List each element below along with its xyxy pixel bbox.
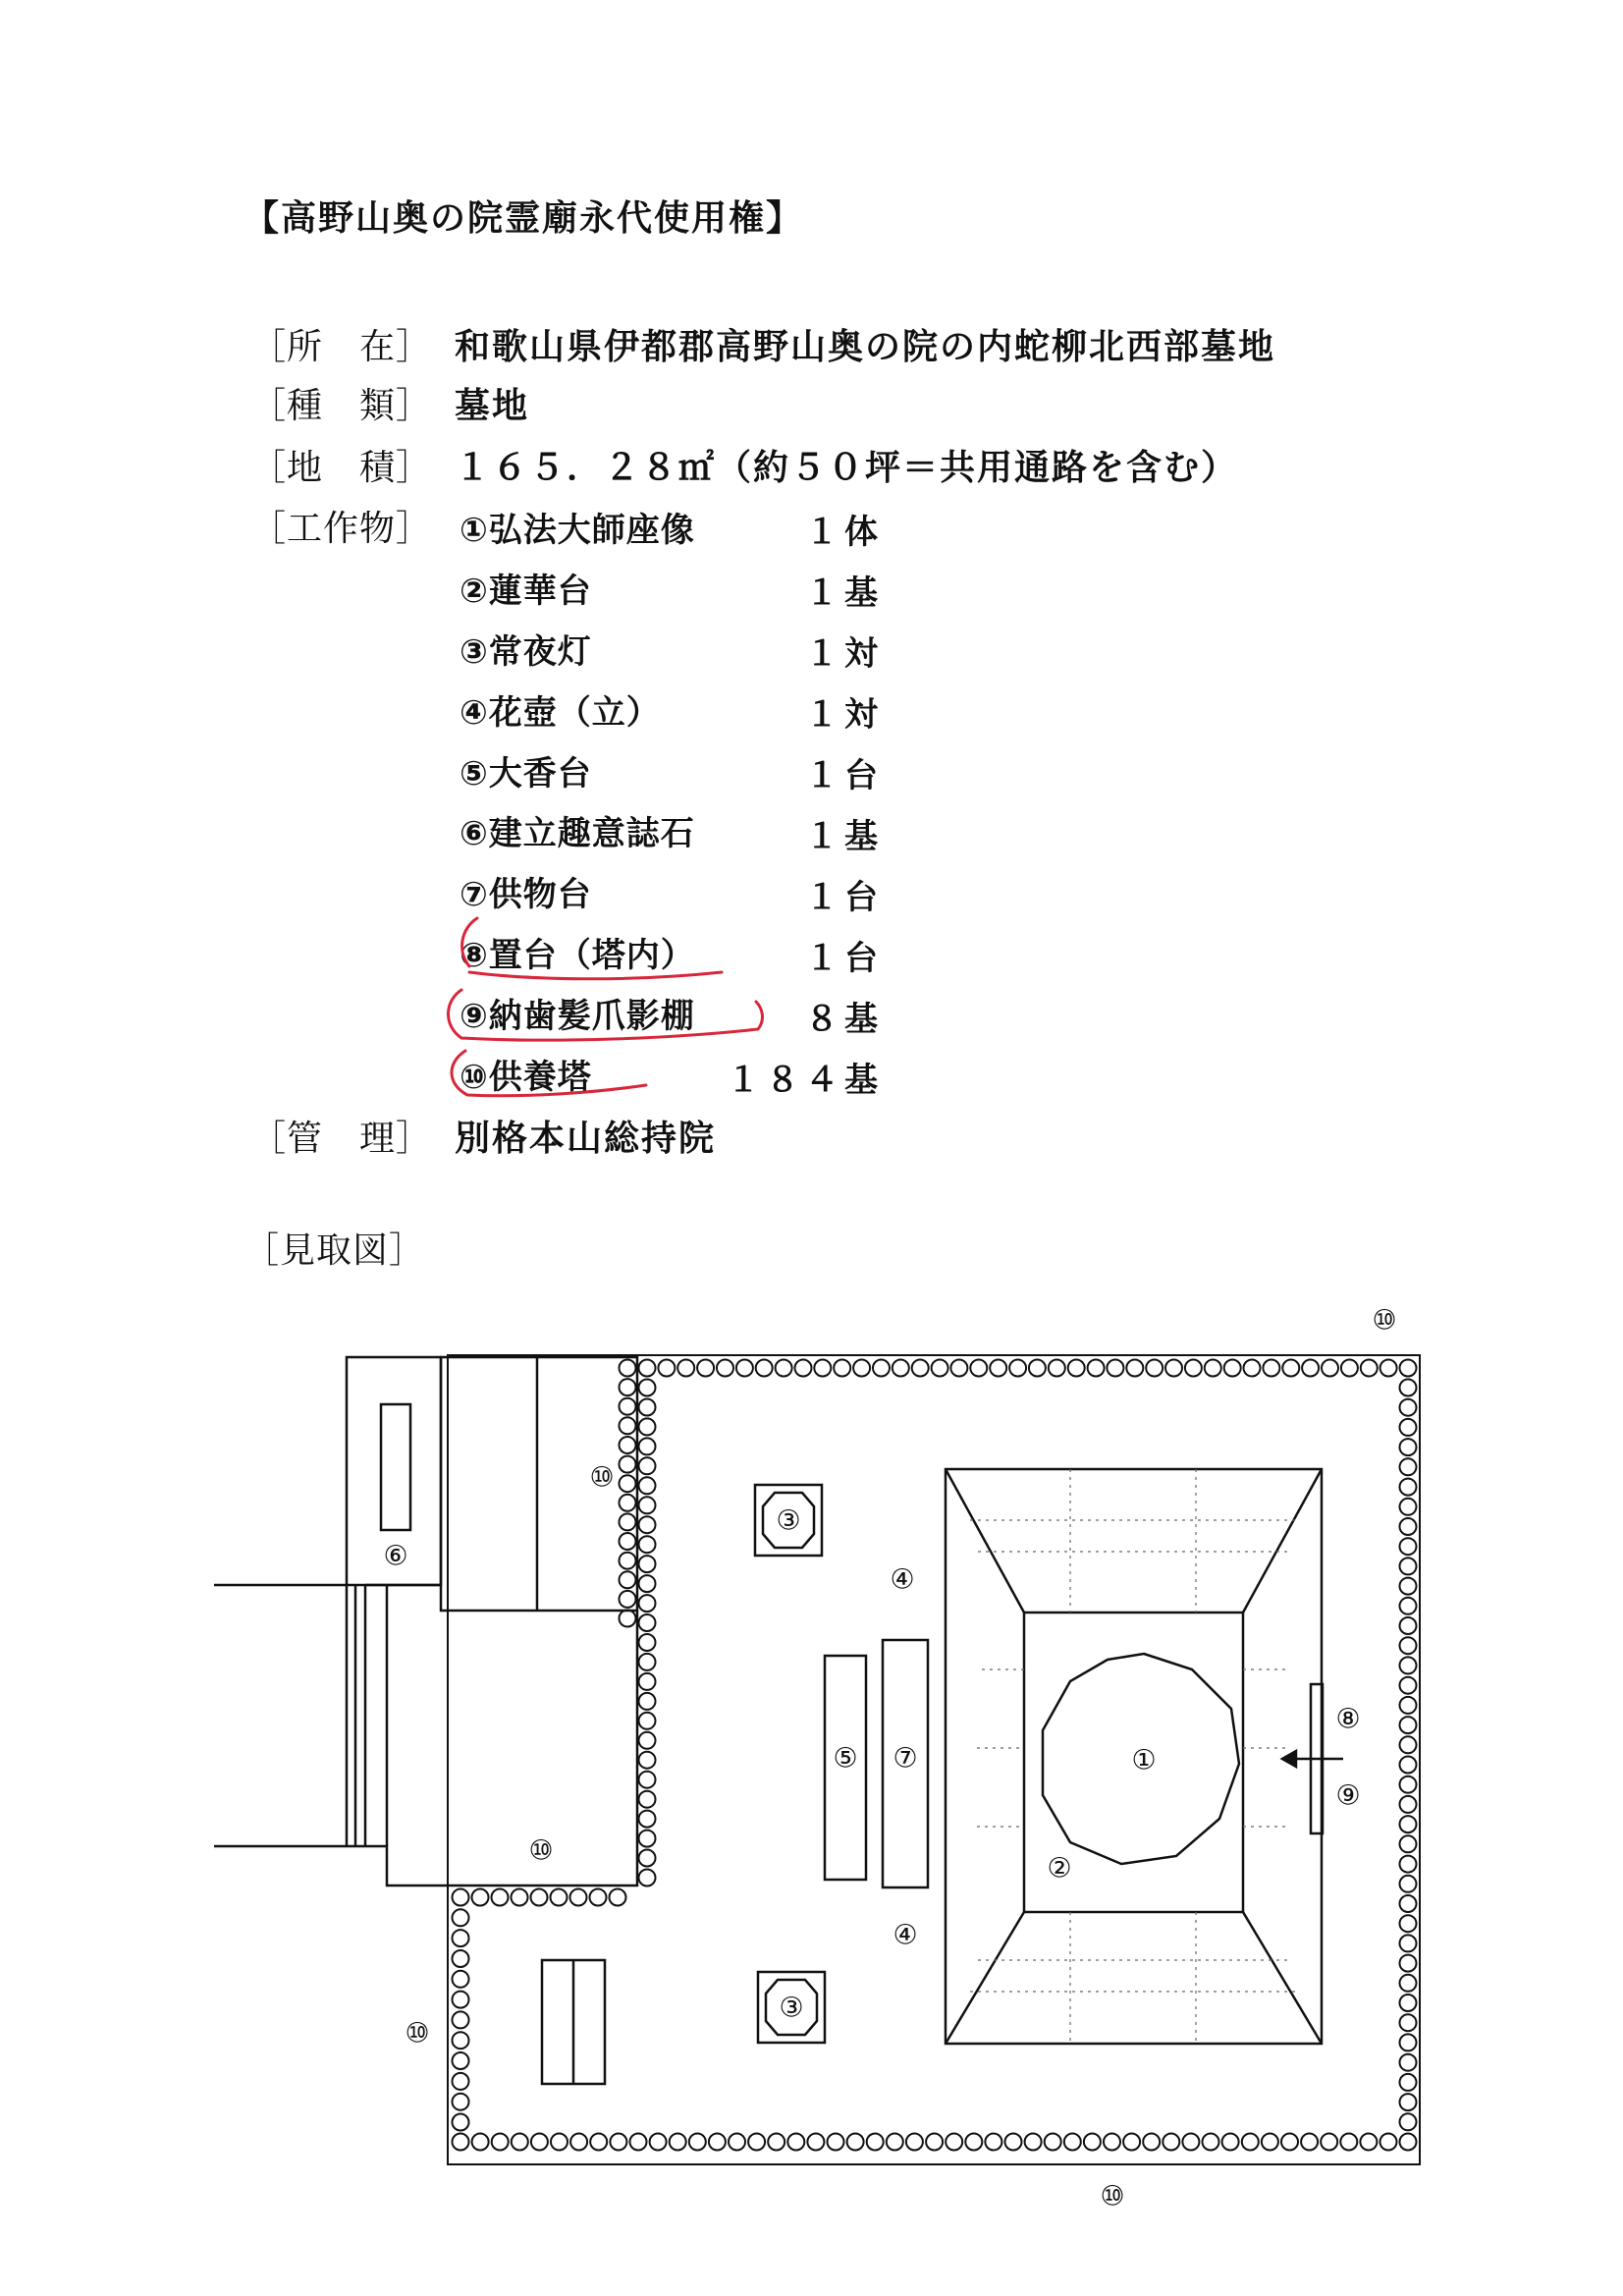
field-area-value: １６５．２８㎡（約５０坪＝共用通路を含む）: [455, 448, 1239, 488]
memorial-tower: [1400, 1835, 1417, 1852]
plan-number-5: ⑤: [833, 1741, 858, 1775]
memorial-tower: [453, 2032, 469, 2049]
memorial-tower: [639, 1360, 656, 1377]
memorial-tower: [1222, 2134, 1239, 2151]
memorial-tower: [639, 1831, 656, 1847]
memorial-tower: [639, 1497, 656, 1513]
memorial-tower: [453, 1992, 469, 2008]
memorial-tower: [1126, 1360, 1143, 1377]
plan-number-2: ②: [1047, 1851, 1072, 1885]
memorial-tower: [814, 1360, 831, 1377]
plan-number-1: ①: [1131, 1743, 1157, 1777]
memorial-tower: [1203, 2134, 1219, 2151]
memorial-tower: [453, 1930, 469, 1946]
field-area-label: ［地 積］: [250, 448, 433, 488]
memorial-tower: [787, 2134, 804, 2151]
structure-item-1: ①弘法大師座像: [460, 511, 695, 550]
memorial-tower: [570, 1889, 587, 1906]
structure-item-3: ③常夜灯: [460, 632, 592, 672]
memorial-tower: [1400, 1717, 1417, 1733]
memorial-tower: [677, 1360, 694, 1377]
memorial-tower: [1400, 1419, 1417, 1436]
memorial-tower: [1205, 1360, 1221, 1377]
memorial-tower: [1400, 1736, 1417, 1753]
memorial-tower: [873, 1360, 890, 1377]
memorial-tower: [472, 1889, 489, 1906]
memorial-tower: [768, 2134, 784, 2151]
memorial-tower: [639, 1791, 656, 1808]
structure-qty-9: ８基: [805, 1000, 884, 1039]
memorial-tower: [1088, 1360, 1105, 1377]
memorial-tower: [639, 1516, 656, 1533]
memorial-tower: [531, 2134, 548, 2151]
memorial-tower: [893, 1360, 909, 1377]
memorial-tower: [453, 1909, 469, 1926]
memorial-tower: [1182, 2134, 1199, 2151]
memorial-tower: [1400, 1777, 1417, 1793]
memorial-tower: [620, 1571, 636, 1588]
memorial-tower: [1301, 2134, 1318, 2151]
memorial-tower: [912, 1360, 929, 1377]
memorial-tower: [1242, 2134, 1259, 2151]
memorial-tower: [965, 2134, 982, 2151]
memorial-tower: [1143, 2134, 1160, 2151]
memorial-tower: [639, 1870, 656, 1886]
memorial-tower: [1380, 1360, 1397, 1377]
arrow-icon: [1282, 1751, 1343, 1767]
memorial-tower: [1400, 1856, 1417, 1873]
memorial-tower: [1400, 1479, 1417, 1496]
memorial-tower: [650, 2134, 667, 2151]
memorial-tower: [453, 2094, 469, 2110]
memorial-tower: [1281, 2134, 1298, 2151]
memorial-tower: [1400, 1538, 1417, 1555]
memorial-tower: [610, 2134, 626, 2151]
memorial-tower: [639, 1614, 656, 1631]
memorial-tower: [639, 1732, 656, 1749]
plan-lines: [214, 1355, 1420, 2164]
memorial-tower: [630, 2134, 647, 2151]
memorial-tower: [1107, 1360, 1123, 1377]
plan-number-3-lower: ③: [779, 1991, 804, 2024]
memorial-tower: [639, 1811, 656, 1828]
memorial-tower: [639, 1713, 656, 1729]
memorial-tower: [1025, 2134, 1042, 2151]
memorial-tower: [1282, 1360, 1299, 1377]
memorial-tower: [1084, 2134, 1101, 2151]
memorial-tower: [807, 2134, 824, 2151]
memorial-tower: [551, 2134, 568, 2151]
memorial-tower: [1146, 1360, 1163, 1377]
memorial-tower: [453, 2011, 469, 2028]
memorial-tower: [453, 1971, 469, 1988]
red-annotation-marks: [449, 918, 763, 1096]
memorial-tower: [1380, 2134, 1397, 2151]
memorial-tower: [828, 2134, 844, 2151]
memorial-tower: [639, 1536, 656, 1553]
memorial-tower: [1400, 1518, 1417, 1535]
plan-number-10-upper: ⑩: [589, 1460, 615, 1494]
memorial-tower: [697, 1360, 714, 1377]
structure-qty-5: １台: [805, 756, 884, 795]
plan-number-9: ⑨: [1335, 1778, 1361, 1812]
memorial-tower: [1244, 1360, 1261, 1377]
memorial-tower: [1400, 2113, 1417, 2130]
memorial-tower: [736, 1360, 753, 1377]
plan-number-labels: [383, 1304, 1396, 2213]
memorial-tower: [729, 2134, 745, 2151]
memorial-tower: [853, 1360, 870, 1377]
memorial-tower: [492, 2134, 509, 2151]
memorial-tower: [1400, 1399, 1417, 1416]
memorial-tower: [1400, 1915, 1417, 1932]
memorial-tower: [1045, 2134, 1061, 2151]
structure-qty-1: １体: [805, 513, 884, 552]
memorial-tower: [1400, 1360, 1417, 1377]
memorial-tower: [1302, 1360, 1319, 1377]
memorial-tower: [492, 1889, 509, 1906]
memorial-tower: [639, 1556, 656, 1572]
memorial-tower: [1224, 1360, 1241, 1377]
structure-item-7: ⑦供物台: [460, 875, 592, 914]
memorial-tower: [1123, 2134, 1140, 2151]
field-type-value: 墓地: [455, 386, 530, 426]
memorial-tower: [639, 1477, 656, 1494]
memorial-tower: [1400, 1637, 1417, 1654]
memorial-tower: [776, 1360, 792, 1377]
memorial-tower: [887, 2134, 903, 2151]
memorial-tower: [970, 1360, 987, 1377]
memorial-tower: [795, 1360, 812, 1377]
memorial-tower: [1361, 1360, 1378, 1377]
memorial-tower: [926, 2134, 943, 2151]
plan-number-4-upper: ④: [890, 1562, 915, 1596]
memorial-tower: [1400, 1816, 1417, 1832]
memorial-tower: [1400, 2014, 1417, 2031]
plan-number-10-middle: ⑩: [528, 1833, 554, 1867]
structure-item-2: ②蓮華台: [460, 572, 592, 611]
memorial-tower: [1341, 1360, 1358, 1377]
memorial-tower: [639, 1399, 656, 1416]
memorial-tower: [1400, 1677, 1417, 1694]
memorial-tower: [748, 2134, 765, 2151]
memorial-tower: [1005, 2134, 1022, 2151]
memorial-tower: [1400, 1439, 1417, 1455]
memorial-tower: [1400, 1499, 1417, 1515]
structure-qty-4: １対: [805, 695, 884, 735]
memorial-tower: [1360, 2134, 1377, 2151]
memorial-tower: [1400, 2034, 1417, 2050]
memorial-tower: [639, 1418, 656, 1435]
memorial-tower: [1400, 1558, 1417, 1574]
memorial-tower: [1064, 2134, 1081, 2151]
memorial-tower: [453, 1889, 469, 1906]
plan-number-8: ⑧: [1335, 1702, 1361, 1735]
structure-qty-3: １対: [805, 634, 884, 674]
memorial-tower: [639, 1850, 656, 1867]
memorial-tower: [1009, 1360, 1026, 1377]
memorial-tower: [639, 1752, 656, 1769]
memorial-tower: [639, 1595, 656, 1612]
memorial-tower: [453, 2134, 469, 2151]
memorial-tower: [1400, 1617, 1417, 1634]
field-management-value: 別格本山総持院: [455, 1119, 717, 1159]
memorial-tower: [1322, 1360, 1338, 1377]
memorial-tower: [717, 1360, 733, 1377]
memorial-tower: [620, 1398, 636, 1415]
memorial-tower: [590, 1889, 607, 1906]
memorial-tower: [1400, 1757, 1417, 1774]
memorial-tower: [658, 1360, 675, 1377]
memorial-tower: [620, 1611, 636, 1627]
memorial-tower: [834, 1360, 850, 1377]
structure-item-6: ⑥建立趣意誌石: [460, 814, 695, 853]
memorial-tower: [620, 1553, 636, 1569]
plan-number-7: ⑦: [893, 1741, 918, 1775]
memorial-tower: [1400, 2074, 1417, 2091]
memorial-tower: [1263, 1360, 1279, 1377]
memorial-tower: [1400, 1955, 1417, 1972]
memorial-tower: [620, 1417, 636, 1434]
memorial-tower: [1400, 1657, 1417, 1673]
plan-number-6: ⑥: [383, 1539, 408, 1572]
memorial-tower: [639, 1457, 656, 1474]
memorial-tower: [1400, 1697, 1417, 1714]
memorial-tower: [531, 1889, 548, 1906]
memorial-tower: [1340, 2134, 1357, 2151]
memorial-tower: [1029, 1360, 1046, 1377]
memorial-tower: [620, 1437, 636, 1453]
memorial-tower: [946, 2134, 962, 2151]
structure-item-4: ④花壺（立）: [460, 693, 661, 733]
memorial-tower: [620, 1475, 636, 1492]
structure-item-10: ⑩供養塔: [460, 1058, 592, 1097]
memorial-tower: [756, 1360, 773, 1377]
structure-item-8: ⑧置台（塔内）: [460, 936, 695, 975]
memorial-tower: [1400, 1876, 1417, 1892]
memorial-tower: [932, 1360, 948, 1377]
memorial-tower: [1400, 2134, 1417, 2151]
field-structures-label: ［工作物］: [250, 509, 433, 549]
plan-number-10-bottom: ⑩: [1100, 2179, 1125, 2213]
structure-item-5: ⑤大香台: [460, 754, 592, 793]
memorial-tower: [1400, 1380, 1417, 1396]
memorial-tower: [639, 1654, 656, 1670]
field-management-label: ［管 理］: [250, 1119, 433, 1159]
memorial-tower: [906, 2134, 923, 2151]
field-location-label: ［所 在］: [250, 327, 433, 367]
memorial-tower: [1400, 1796, 1417, 1813]
memorial-tower: [453, 1950, 469, 1967]
memorial-tower: [990, 1360, 1006, 1377]
memorial-tower: [453, 2073, 469, 2090]
memorial-tower: [1104, 2134, 1120, 2151]
memorial-tower: [639, 1693, 656, 1710]
memorial-tower: [1321, 2134, 1337, 2151]
memorial-tower: [620, 1513, 636, 1530]
memorial-tower: [670, 2134, 686, 2151]
memorial-tower: [639, 1772, 656, 1788]
structure-qty-10: １８４基: [727, 1061, 884, 1100]
memorial-tower: [847, 2134, 864, 2151]
memorial-tower: [472, 2134, 489, 2151]
memorial-tower: [610, 1889, 626, 1906]
plan-number-10-left: ⑩: [405, 2016, 430, 2050]
structure-item-9: ⑨納歯髪爪影棚: [460, 997, 695, 1036]
memorial-tower: [1165, 1360, 1182, 1377]
memorial-tower: [620, 1360, 636, 1377]
memorial-tower: [1400, 1458, 1417, 1475]
memorial-tower: [639, 1634, 656, 1651]
memorial-tower: [1400, 1578, 1417, 1595]
field-location-value: 和歌山県伊都郡高野山奥の院の内蛇柳北西部墓地: [455, 327, 1276, 367]
memorial-tower: [1400, 1598, 1417, 1614]
document-title: 【高野山奥の院霊廟永代使用権】: [243, 198, 804, 239]
memorial-tower: [512, 1889, 528, 1906]
plan-label: ［見取図］: [243, 1230, 426, 1271]
structure-qty-6: １基: [805, 817, 884, 856]
memorial-tower: [570, 2134, 587, 2151]
memorial-tower: [453, 2052, 469, 2069]
memorial-tower: [620, 1456, 636, 1473]
structure-qty-2: １基: [805, 574, 884, 613]
memorial-tower: [867, 2134, 884, 2151]
memorial-tower: [1400, 2094, 1417, 2110]
memorial-tower: [620, 1495, 636, 1511]
memorial-tower: [512, 2134, 528, 2151]
memorial-tower: [620, 1591, 636, 1608]
memorial-tower: [1400, 1895, 1417, 1912]
structure-qty-8: １台: [805, 939, 884, 978]
memorial-tower: [453, 2114, 469, 2131]
memorial-tower: [639, 1673, 656, 1690]
memorial-tower: [620, 1533, 636, 1550]
memorial-tower: [639, 1380, 656, 1396]
field-type-label: ［種 類］: [250, 386, 433, 426]
plan-number-10-top: ⑩: [1372, 1303, 1397, 1337]
memorial-tower: [639, 1575, 656, 1592]
memorial-tower: [590, 2134, 607, 2151]
memorial-tower: [1400, 1975, 1417, 1992]
memorial-tower: [1185, 1360, 1202, 1377]
memorial-tower: [709, 2134, 726, 2151]
memorial-tower: [620, 1379, 636, 1395]
memorial-tower: [985, 2134, 1001, 2151]
plan-number-4-lower: ④: [893, 1918, 918, 1951]
memorial-tower: [1400, 1935, 1417, 1951]
memorial-tower: [1400, 2054, 1417, 2071]
memorial-tower: [1068, 1360, 1085, 1377]
plan-number-3-upper: ③: [776, 1503, 801, 1537]
memorial-tower: [689, 2134, 706, 2151]
memorial-tower: [1262, 2134, 1278, 2151]
structure-qty-7: １台: [805, 878, 884, 917]
memorial-tower: [1049, 1360, 1065, 1377]
memorial-tower: [639, 1438, 656, 1454]
memorial-tower: [551, 1889, 568, 1906]
memorial-tower: [1163, 2134, 1179, 2151]
memorial-tower: [950, 1360, 967, 1377]
memorial-tower: [1400, 1995, 1417, 2011]
